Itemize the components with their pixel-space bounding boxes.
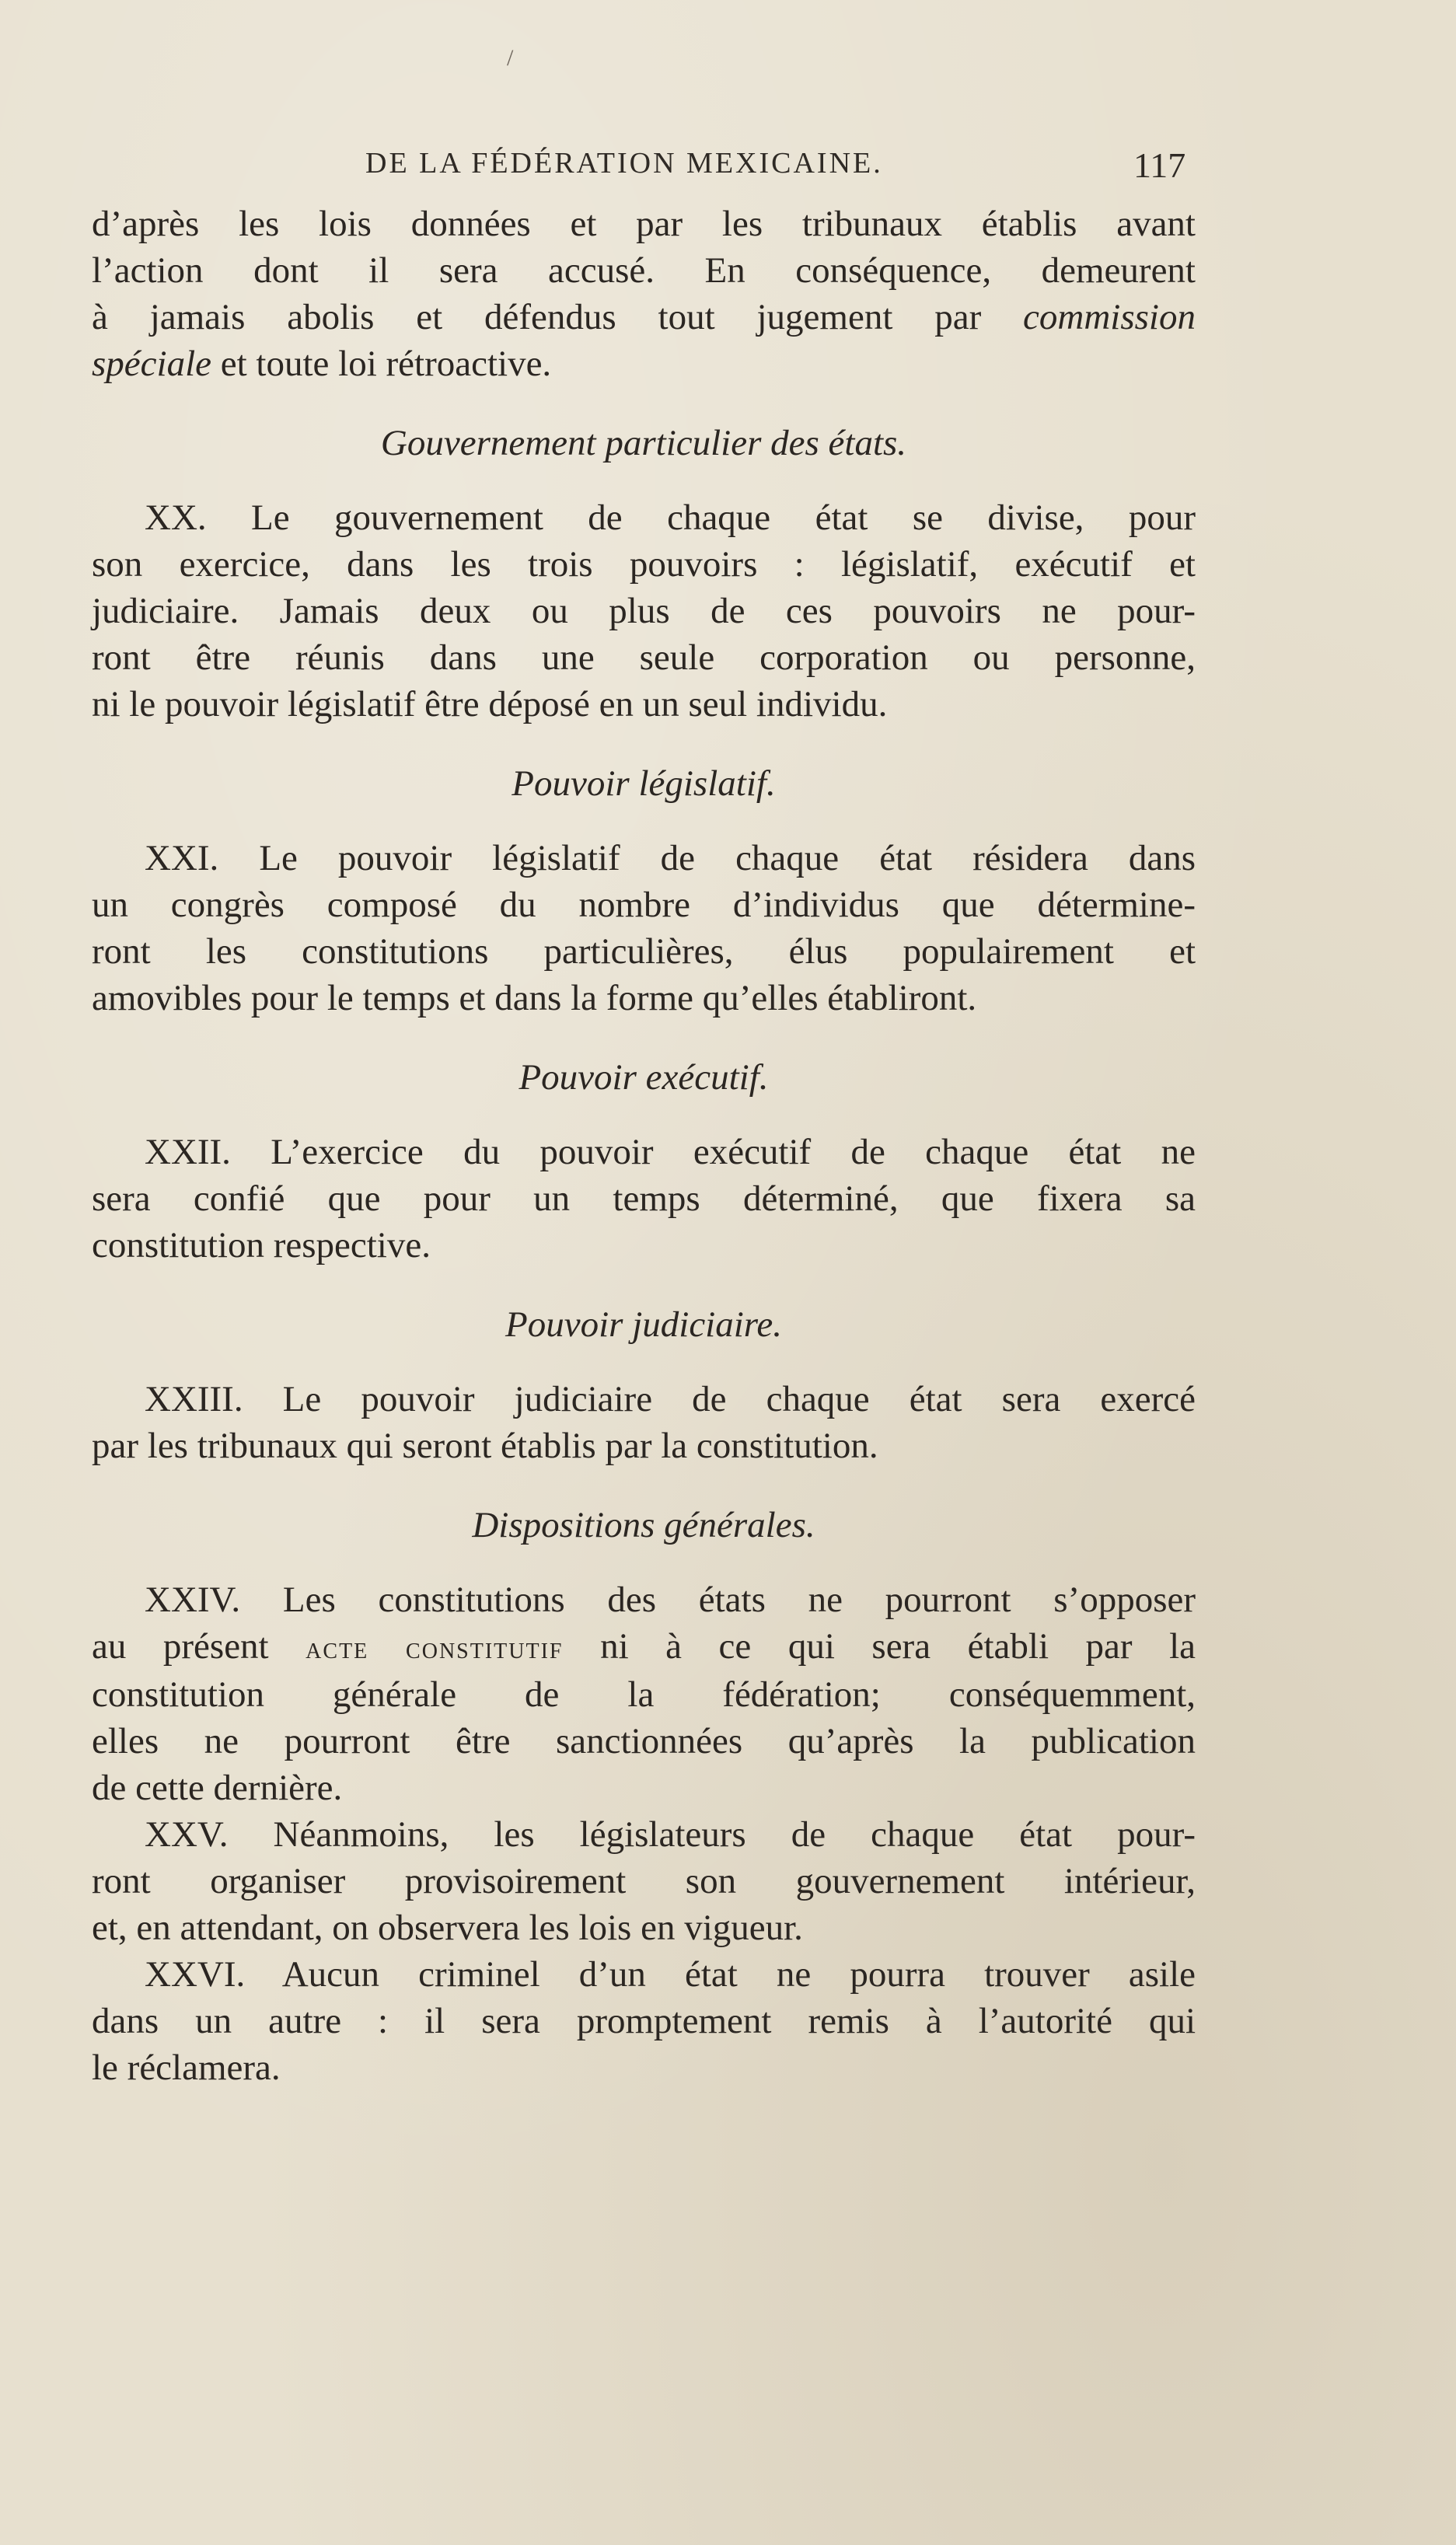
text-line: de cette dernière. — [92, 1768, 343, 1808]
article-xxv — [92, 1811, 1196, 1951]
text-line: XXV. Néanmoins, les législateurs de chaque état pour- — [145, 1814, 1196, 1855]
italic-term: spéciale — [92, 344, 211, 384]
text-line: dans un autre : il sera promptement remis à l’autorité qui — [92, 2001, 1196, 2041]
text-line: XXII. L’exercice du pouvoir exécutif de chaque état ne — [145, 1132, 1196, 1172]
small-caps-term: acte constitutif — [306, 1630, 564, 1665]
article-xxvi — [92, 1951, 1196, 2091]
text-line: XXIV. Les constitutions des états ne pourront s’opposer — [145, 1580, 1196, 1620]
text-line: l’action dont il sera accusé. En conséquence, demeurent — [92, 250, 1196, 291]
page-header — [0, 146, 1456, 193]
text-line: constitution respective. — [92, 1225, 431, 1266]
text-line: amovibles pour le temps et dans la forme qu’elles établiront. — [92, 978, 977, 1018]
text-line: XX. Le gouvernement de chaque état se divise, pour — [145, 497, 1196, 538]
text-line: elles ne pourront être sanctionnées qu’après la publication — [92, 1721, 1196, 1761]
text-line: un congrès composé du nombre d’individus que détermine- — [92, 885, 1196, 925]
text-line — [92, 1623, 1196, 1671]
italic-term: commission — [1023, 297, 1196, 337]
text-segment: et toute loi rétroactive. — [220, 344, 552, 384]
text-line: XXI. Le pouvoir législatif de chaque état résidera dans — [145, 838, 1196, 878]
text-line — [92, 340, 1196, 387]
text-line: ront les constitutions particulières, élus populairement et — [92, 931, 1196, 972]
section-heading: Pouvoir judiciaire. — [505, 1304, 782, 1345]
section-heading: Pouvoir législatif. — [512, 763, 776, 804]
text-line: et, en attendant, on observera les lois en vigueur. — [92, 1908, 803, 1948]
article-xxiv — [92, 1576, 1196, 1811]
section-heading: Pouvoir exécutif. — [519, 1057, 769, 1098]
text-line: le réclamera. — [92, 2048, 281, 2088]
paragraph-continuation — [92, 201, 1196, 387]
text-segment: au présent — [92, 1626, 269, 1667]
text-line: ni le pouvoir législatif être déposé en un seul individu. — [92, 684, 888, 724]
text-line: son exercice, dans les trois pouvoirs : législatif, exécutif et — [92, 544, 1196, 585]
text-line: par les tribunaux qui seront établis par la constitution. — [92, 1426, 878, 1466]
page-body — [92, 201, 1196, 2091]
text-line: ront organiser provisoirement son gouvernement intérieur, — [92, 1861, 1196, 1901]
text-line: sera confié que pour un temps déterminé, que fixera sa — [92, 1178, 1196, 1219]
page-number: 117 — [1133, 145, 1186, 185]
text-line: ront être réunis dans une seule corporation ou personne, — [92, 637, 1196, 678]
article-xx — [92, 494, 1196, 728]
running-title: DE LA FÉDÉRATION MEXICAINE. — [365, 147, 883, 180]
stray-mark: / — [507, 45, 514, 71]
article-xxiii — [92, 1376, 1196, 1469]
text-line — [92, 294, 1196, 340]
text-segment: à jamais abolis et défendus tout jugement par — [92, 297, 982, 337]
text-line: constitution générale de la fédération; conséquemment, — [92, 1674, 1196, 1715]
text-line: XXIII. Le pouvoir judiciaire de chaque état sera exercé — [145, 1379, 1196, 1419]
article-xxi — [92, 835, 1196, 1021]
text-line: d’après les lois données et par les tribunaux établis avant — [92, 204, 1196, 244]
text-segment: ni à ce qui sera établi par la — [600, 1626, 1196, 1667]
section-heading: Gouvernement particulier des états. — [380, 423, 907, 463]
section-heading: Dispositions générales. — [472, 1505, 815, 1545]
text-line: XXVI. Aucun criminel d’un état ne pourra trouver asile — [145, 1954, 1196, 1995]
text-line: judiciaire. Jamais deux ou plus de ces pouvoirs ne pour- — [92, 591, 1196, 631]
article-xxii — [92, 1129, 1196, 1269]
